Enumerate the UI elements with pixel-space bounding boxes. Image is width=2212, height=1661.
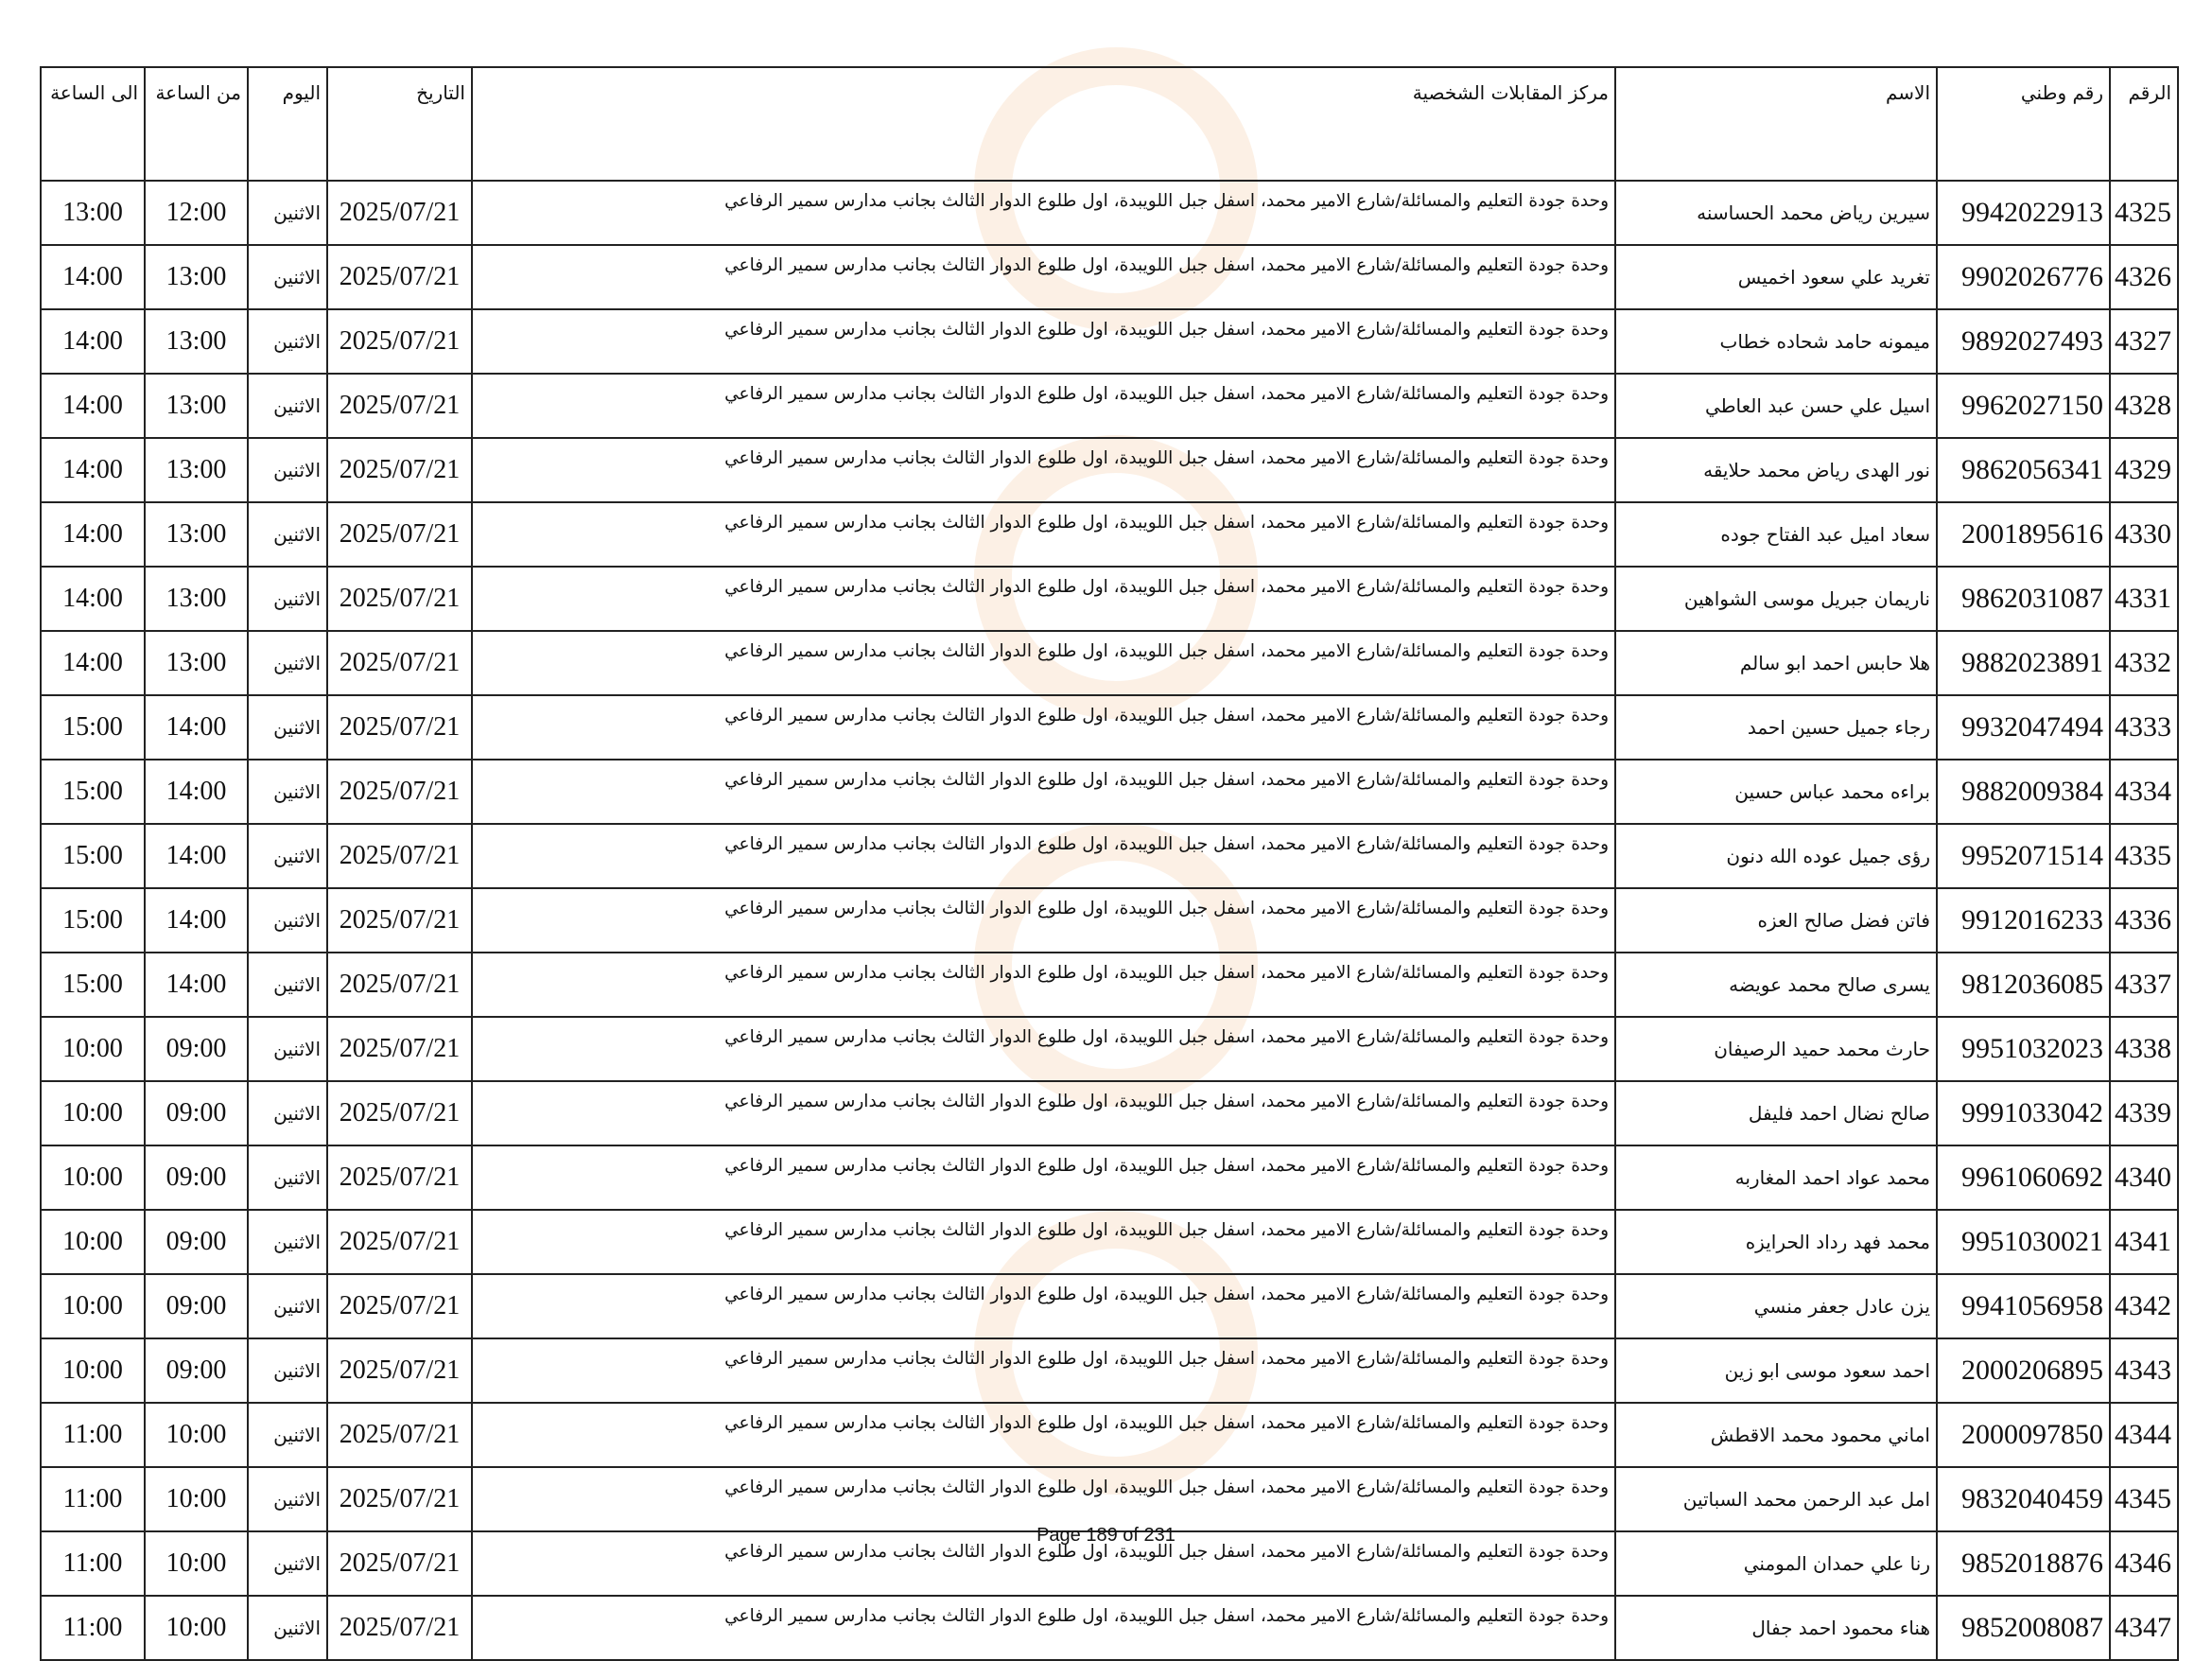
applicant-name: رنا علي حمدان المومني — [1615, 1531, 1937, 1596]
table-row — [41, 181, 2178, 245]
interview-date: 2025/07/21 — [327, 1596, 472, 1660]
row-number: 4333 — [2110, 695, 2178, 760]
interview-day: الاثنين — [248, 1531, 327, 1596]
header-from: من الساعة — [145, 67, 248, 181]
time-from: 09:00 — [145, 1081, 248, 1145]
applicant-name: رؤى جميل عوده الله دنون — [1615, 824, 1937, 888]
time-to: 13:00 — [41, 181, 145, 245]
time-from: 09:00 — [145, 1017, 248, 1081]
national-id: 9832040459 — [1937, 1467, 2110, 1531]
applicant-name: محمد عواد احمد المغاربه — [1615, 1145, 1937, 1210]
interview-date: 2025/07/21 — [327, 502, 472, 567]
time-from: 14:00 — [145, 888, 248, 953]
interview-center: وحدة جودة التعليم والمسائلة/شارع الامير محمد، اسفل جبل اللويبدة، اول طلوع الدوار الثالث بجانب مدارس سمير الرفاعي — [472, 309, 1615, 374]
table-row — [41, 245, 2178, 309]
time-to: 14:00 — [41, 631, 145, 695]
time-from: 09:00 — [145, 1145, 248, 1210]
interview-center: وحدة جودة التعليم والمسائلة/شارع الامير محمد، اسفل جبل اللويبدة، اول طلوع الدوار الثالث بجانب مدارس سمير الرفاعي — [472, 502, 1615, 567]
table-row — [41, 631, 2178, 695]
applicant-name: محمد فهد رداد الحرايزه — [1615, 1210, 1937, 1274]
time-from: 09:00 — [145, 1274, 248, 1338]
national-id: 9882023891 — [1937, 631, 2110, 695]
interview-day: الاثنين — [248, 181, 327, 245]
interview-day: الاثنين — [248, 1210, 327, 1274]
interview-center: وحدة جودة التعليم والمسائلة/شارع الامير محمد، اسفل جبل اللويبدة، اول طلوع الدوار الثالث بجانب مدارس سمير الرفاعي — [472, 1274, 1615, 1338]
interview-date: 2025/07/21 — [327, 1338, 472, 1403]
time-to: 14:00 — [41, 502, 145, 567]
national-id: 9991033042 — [1937, 1081, 2110, 1145]
time-from: 10:00 — [145, 1403, 248, 1467]
row-number: 4345 — [2110, 1467, 2178, 1531]
time-to: 15:00 — [41, 888, 145, 953]
table-row — [41, 1403, 2178, 1467]
row-number: 4346 — [2110, 1531, 2178, 1596]
interview-date: 2025/07/21 — [327, 438, 472, 502]
row-number: 4329 — [2110, 438, 2178, 502]
interview-center: وحدة جودة التعليم والمسائلة/شارع الامير محمد، اسفل جبل اللويبدة، اول طلوع الدوار الثالث بجانب مدارس سمير الرفاعي — [472, 824, 1615, 888]
time-to: 14:00 — [41, 567, 145, 631]
time-to: 15:00 — [41, 953, 145, 1017]
applicant-name: احمد سعود موسى ابو زين — [1615, 1338, 1937, 1403]
time-to: 15:00 — [41, 695, 145, 760]
interview-center: وحدة جودة التعليم والمسائلة/شارع الامير محمد، اسفل جبل اللويبدة، اول طلوع الدوار الثالث بجانب مدارس سمير الرفاعي — [472, 1403, 1615, 1467]
interview-center: وحدة جودة التعليم والمسائلة/شارع الامير محمد، اسفل جبل اللويبدة، اول طلوع الدوار الثالث بجانب مدارس سمير الرفاعي — [472, 1210, 1615, 1274]
interview-day: الاثنين — [248, 695, 327, 760]
row-number: 4325 — [2110, 181, 2178, 245]
applicant-name: امل عبد الرحمن محمد السباتين — [1615, 1467, 1937, 1531]
row-number: 4337 — [2110, 953, 2178, 1017]
time-from: 14:00 — [145, 695, 248, 760]
interview-day: الاثنين — [248, 1274, 327, 1338]
time-from: 14:00 — [145, 824, 248, 888]
time-to: 10:00 — [41, 1274, 145, 1338]
applicant-name: يسرى صالح محمد عويضه — [1615, 953, 1937, 1017]
table-row — [41, 1145, 2178, 1210]
row-number: 4334 — [2110, 760, 2178, 824]
time-to: 11:00 — [41, 1403, 145, 1467]
interview-center: وحدة جودة التعليم والمسائلة/شارع الامير محمد، اسفل جبل اللويبدة، اول طلوع الدوار الثالث بجانب مدارس سمير الرفاعي — [472, 1017, 1615, 1081]
interview-date: 2025/07/21 — [327, 1467, 472, 1531]
row-number: 4344 — [2110, 1403, 2178, 1467]
applicant-name: يزن عادل جعفر منسي — [1615, 1274, 1937, 1338]
interview-date: 2025/07/21 — [327, 374, 472, 438]
interview-date: 2025/07/21 — [327, 695, 472, 760]
interview-day: الاثنين — [248, 1081, 327, 1145]
time-from: 13:00 — [145, 438, 248, 502]
time-from: 12:00 — [145, 181, 248, 245]
interview-center: وحدة جودة التعليم والمسائلة/شارع الامير محمد، اسفل جبل اللويبدة، اول طلوع الدوار الثالث بجانب مدارس سمير الرفاعي — [472, 1596, 1615, 1660]
table-row — [41, 567, 2178, 631]
table-row — [41, 1210, 2178, 1274]
applicant-name: هناء محمود احمد جفال — [1615, 1596, 1937, 1660]
time-to: 14:00 — [41, 245, 145, 309]
national-id: 9912016233 — [1937, 888, 2110, 953]
national-id: 9951030021 — [1937, 1210, 2110, 1274]
interview-center: وحدة جودة التعليم والمسائلة/شارع الامير محمد، اسفل جبل اللويبدة، اول طلوع الدوار الثالث بجانب مدارس سمير الرفاعي — [472, 953, 1615, 1017]
applicant-name: هلا حابس احمد ابو سالم — [1615, 631, 1937, 695]
interview-day: الاثنين — [248, 1017, 327, 1081]
header-center: مركز المقابلات الشخصية — [472, 67, 1615, 181]
time-to: 10:00 — [41, 1210, 145, 1274]
table-row — [41, 1596, 2178, 1660]
interview-center: وحدة جودة التعليم والمسائلة/شارع الامير محمد، اسفل جبل اللويبدة، اول طلوع الدوار الثالث بجانب مدارس سمير الرفاعي — [472, 888, 1615, 953]
applicant-name: سعاد اميل عبد الفتاح جوده — [1615, 502, 1937, 567]
interview-date: 2025/07/21 — [327, 888, 472, 953]
interview-day: الاثنين — [248, 1338, 327, 1403]
interview-date: 2025/07/21 — [327, 631, 472, 695]
row-number: 4331 — [2110, 567, 2178, 631]
national-id: 9951032023 — [1937, 1017, 2110, 1081]
time-from: 13:00 — [145, 502, 248, 567]
time-from: 10:00 — [145, 1531, 248, 1596]
interview-day: الاثنين — [248, 631, 327, 695]
header-day: اليوم — [248, 67, 327, 181]
interview-day: الاثنين — [248, 1596, 327, 1660]
time-from: 13:00 — [145, 245, 248, 309]
national-id: 9892027493 — [1937, 309, 2110, 374]
national-id: 9902026776 — [1937, 245, 2110, 309]
interview-day: الاثنين — [248, 374, 327, 438]
applicant-name: صالح نضال احمد فليفل — [1615, 1081, 1937, 1145]
row-number: 4326 — [2110, 245, 2178, 309]
row-number: 4342 — [2110, 1274, 2178, 1338]
applicant-name: ميمونه حامد شحاده خطاب — [1615, 309, 1937, 374]
interview-center: وحدة جودة التعليم والمسائلة/شارع الامير محمد، اسفل جبل اللويبدة، اول طلوع الدوار الثالث بجانب مدارس سمير الرفاعي — [472, 1531, 1615, 1596]
row-number: 4347 — [2110, 1596, 2178, 1660]
page-number: Page 189 of 231 — [1036, 1525, 1176, 1546]
row-number: 4340 — [2110, 1145, 2178, 1210]
interview-day: الاثنين — [248, 953, 327, 1017]
interview-day: الاثنين — [248, 760, 327, 824]
row-number: 4336 — [2110, 888, 2178, 953]
time-from: 09:00 — [145, 1210, 248, 1274]
interview-center: وحدة جودة التعليم والمسائلة/شارع الامير محمد، اسفل جبل اللويبدة، اول طلوع الدوار الثالث بجانب مدارس سمير الرفاعي — [472, 181, 1615, 245]
interview-center: وحدة جودة التعليم والمسائلة/شارع الامير محمد، اسفل جبل اللويبدة، اول طلوع الدوار الثالث بجانب مدارس سمير الرفاعي — [472, 1467, 1615, 1531]
interview-day: الاثنين — [248, 1403, 327, 1467]
table-row — [41, 374, 2178, 438]
time-to: 10:00 — [41, 1145, 145, 1210]
applicant-name: براءه محمد عباس حسين — [1615, 760, 1937, 824]
time-from: 09:00 — [145, 1338, 248, 1403]
interview-date: 2025/07/21 — [327, 1274, 472, 1338]
interview-date: 2025/07/21 — [327, 567, 472, 631]
interview-center: وحدة جودة التعليم والمسائلة/شارع الامير محمد، اسفل جبل اللويبدة، اول طلوع الدوار الثالث بجانب مدارس سمير الرفاعي — [472, 1338, 1615, 1403]
interview-date: 2025/07/21 — [327, 1017, 472, 1081]
applicant-name: حارث محمد حميد الرصيفان — [1615, 1017, 1937, 1081]
interview-center: وحدة جودة التعليم والمسائلة/شارع الامير محمد، اسفل جبل اللويبدة، اول طلوع الدوار الثالث بجانب مدارس سمير الرفاعي — [472, 374, 1615, 438]
interview-center: وحدة جودة التعليم والمسائلة/شارع الامير محمد، اسفل جبل اللويبدة، اول طلوع الدوار الثالث بجانب مدارس سمير الرفاعي — [472, 631, 1615, 695]
national-id: 9941056958 — [1937, 1274, 2110, 1338]
interview-day: الاثنين — [248, 567, 327, 631]
national-id: 9932047494 — [1937, 695, 2110, 760]
national-id: 9812036085 — [1937, 953, 2110, 1017]
interview-day: الاثنين — [248, 309, 327, 374]
interview-day: الاثنين — [248, 824, 327, 888]
row-number: 4338 — [2110, 1017, 2178, 1081]
time-from: 14:00 — [145, 760, 248, 824]
interview-day: الاثنين — [248, 1145, 327, 1210]
interview-center: وحدة جودة التعليم والمسائلة/شارع الامير محمد، اسفل جبل اللويبدة، اول طلوع الدوار الثالث بجانب مدارس سمير الرفاعي — [472, 760, 1615, 824]
interview-day: الاثنين — [248, 888, 327, 953]
interview-day: الاثنين — [248, 438, 327, 502]
national-id: 9962027150 — [1937, 374, 2110, 438]
interview-day: الاثنين — [248, 502, 327, 567]
header-no: الرقم — [2110, 67, 2178, 181]
interview-center: وحدة جودة التعليم والمسائلة/شارع الامير محمد، اسفل جبل اللويبدة، اول طلوع الدوار الثالث بجانب مدارس سمير الرفاعي — [472, 567, 1615, 631]
table-row — [41, 760, 2178, 824]
time-to: 11:00 — [41, 1531, 145, 1596]
applicant-name: اماني محمود محمد الاقطش — [1615, 1403, 1937, 1467]
national-id: 9942022913 — [1937, 181, 2110, 245]
interview-schedule-table — [40, 66, 2179, 1661]
table-row — [41, 888, 2178, 953]
interview-day: الاثنين — [248, 1467, 327, 1531]
time-to: 14:00 — [41, 438, 145, 502]
time-from: 13:00 — [145, 309, 248, 374]
header-national-id: رقم وطني — [1937, 67, 2110, 181]
national-id: 9882009384 — [1937, 760, 2110, 824]
interview-date: 2025/07/21 — [327, 1531, 472, 1596]
interview-center: وحدة جودة التعليم والمسائلة/شارع الامير محمد، اسفل جبل اللويبدة، اول طلوع الدوار الثالث بجانب مدارس سمير الرفاعي — [472, 1145, 1615, 1210]
time-to: 14:00 — [41, 309, 145, 374]
time-to: 10:00 — [41, 1081, 145, 1145]
interview-date: 2025/07/21 — [327, 1081, 472, 1145]
national-id: 9961060692 — [1937, 1145, 2110, 1210]
interview-date: 2025/07/21 — [327, 245, 472, 309]
table-row — [41, 309, 2178, 374]
time-to: 10:00 — [41, 1017, 145, 1081]
interview-date: 2025/07/21 — [327, 1210, 472, 1274]
time-to: 11:00 — [41, 1596, 145, 1660]
time-to: 15:00 — [41, 760, 145, 824]
interview-center: وحدة جودة التعليم والمسائلة/شارع الامير محمد، اسفل جبل اللويبدة، اول طلوع الدوار الثالث بجانب مدارس سمير الرفاعي — [472, 438, 1615, 502]
interview-day: الاثنين — [248, 245, 327, 309]
interview-center: وحدة جودة التعليم والمسائلة/شارع الامير محمد، اسفل جبل اللويبدة، اول طلوع الدوار الثالث بجانب مدارس سمير الرفاعي — [472, 1081, 1615, 1145]
interview-center: وحدة جودة التعليم والمسائلة/شارع الامير محمد، اسفل جبل اللويبدة، اول طلوع الدوار الثالث بجانب مدارس سمير الرفاعي — [472, 695, 1615, 760]
interview-date: 2025/07/21 — [327, 309, 472, 374]
national-id: 2000206895 — [1937, 1338, 2110, 1403]
time-to: 14:00 — [41, 374, 145, 438]
table-row — [41, 502, 2178, 567]
national-id: 9862056341 — [1937, 438, 2110, 502]
interview-date: 2025/07/21 — [327, 824, 472, 888]
table-row — [41, 695, 2178, 760]
table-row — [41, 1338, 2178, 1403]
row-number: 4339 — [2110, 1081, 2178, 1145]
national-id: 9852018876 — [1937, 1531, 2110, 1596]
header-to: الى الساعة — [41, 67, 145, 181]
row-number: 4341 — [2110, 1210, 2178, 1274]
table-row — [41, 1467, 2178, 1531]
interview-date: 2025/07/21 — [327, 181, 472, 245]
time-from: 10:00 — [145, 1467, 248, 1531]
header-name: الاسم — [1615, 67, 1937, 181]
time-from: 13:00 — [145, 374, 248, 438]
time-from: 13:00 — [145, 567, 248, 631]
header-date: التاريخ — [327, 67, 472, 181]
table-row — [41, 1274, 2178, 1338]
row-number: 4327 — [2110, 309, 2178, 374]
interview-date: 2025/07/21 — [327, 760, 472, 824]
interview-date: 2025/07/21 — [327, 1145, 472, 1210]
table-row — [41, 1081, 2178, 1145]
applicant-name: نور الهدى رياض محمد حلايقه — [1615, 438, 1937, 502]
national-id: 9862031087 — [1937, 567, 2110, 631]
header-row — [41, 67, 2178, 181]
time-to: 10:00 — [41, 1338, 145, 1403]
applicant-name: سيرين رياض محمد الحساسنه — [1615, 181, 1937, 245]
applicant-name: اسيل علي حسن عبد العاطي — [1615, 374, 1937, 438]
applicant-name: رجاء جميل حسين احمد — [1615, 695, 1937, 760]
applicant-name: تغريد علي سعود اخميس — [1615, 245, 1937, 309]
time-to: 11:00 — [41, 1467, 145, 1531]
time-from: 14:00 — [145, 953, 248, 1017]
table-row — [41, 953, 2178, 1017]
interview-date: 2025/07/21 — [327, 1403, 472, 1467]
row-number: 4343 — [2110, 1338, 2178, 1403]
table-row — [41, 438, 2178, 502]
national-id: 9952071514 — [1937, 824, 2110, 888]
national-id: 2001895616 — [1937, 502, 2110, 567]
national-id: 2000097850 — [1937, 1403, 2110, 1467]
applicant-name: فاتن فضل صالح العزه — [1615, 888, 1937, 953]
national-id: 9852008087 — [1937, 1596, 2110, 1660]
time-from: 10:00 — [145, 1596, 248, 1660]
interview-date: 2025/07/21 — [327, 953, 472, 1017]
table-row — [41, 824, 2178, 888]
row-number: 4332 — [2110, 631, 2178, 695]
time-to: 15:00 — [41, 824, 145, 888]
row-number: 4328 — [2110, 374, 2178, 438]
interview-center: وحدة جودة التعليم والمسائلة/شارع الامير محمد، اسفل جبل اللويبدة، اول طلوع الدوار الثالث بجانب مدارس سمير الرفاعي — [472, 245, 1615, 309]
time-from: 13:00 — [145, 631, 248, 695]
row-number: 4330 — [2110, 502, 2178, 567]
applicant-name: ناريمان جبريل موسى الشواهين — [1615, 567, 1937, 631]
row-number: 4335 — [2110, 824, 2178, 888]
table-row — [41, 1017, 2178, 1081]
